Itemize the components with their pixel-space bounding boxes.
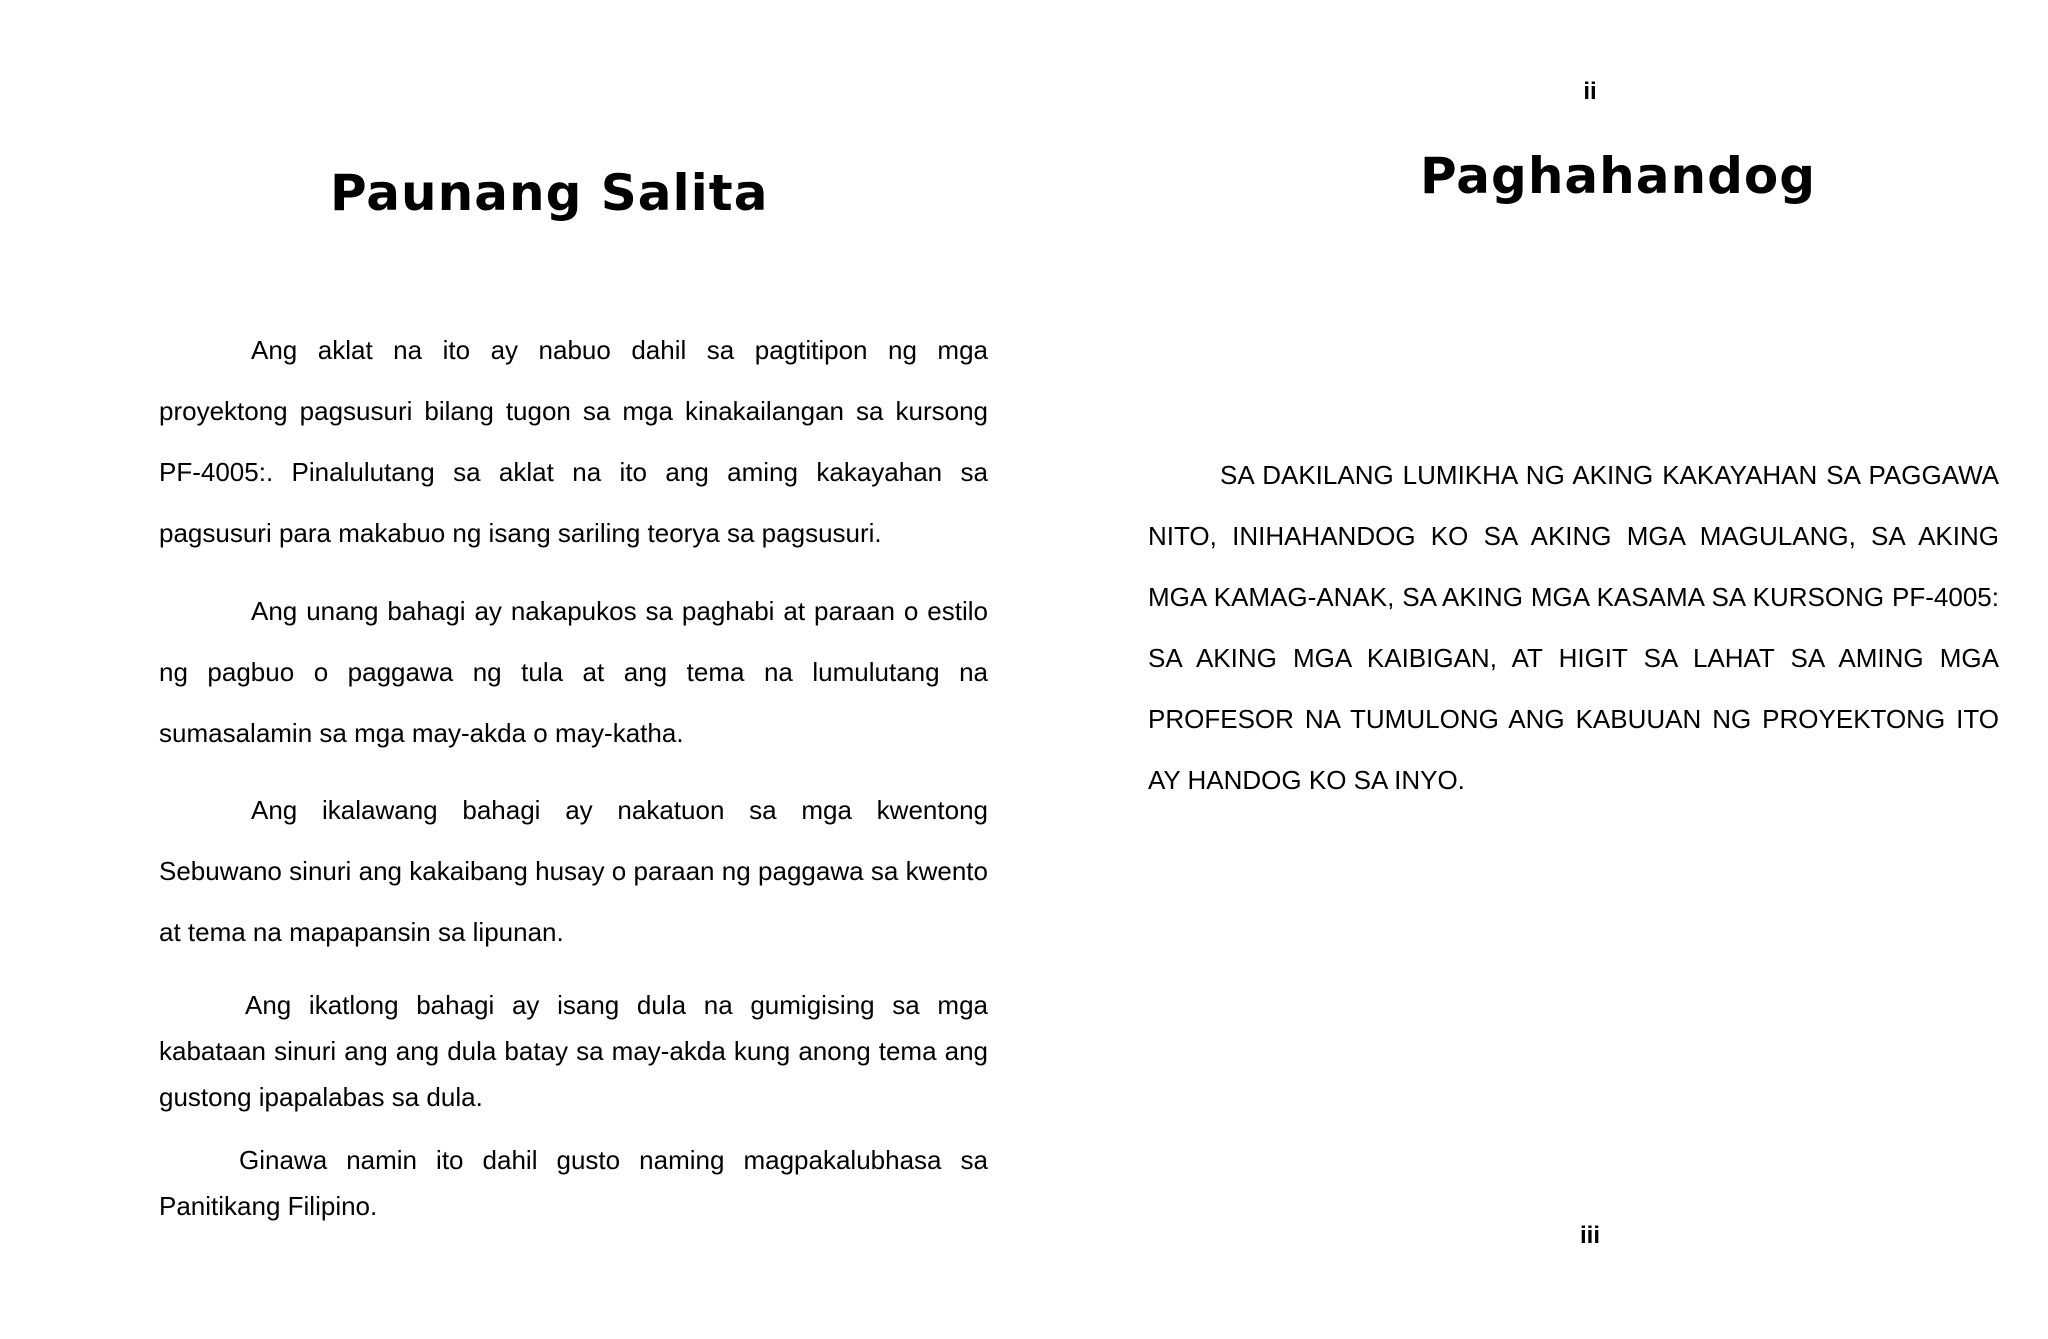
paragraph-3: Ang ikalawang bahagi ay nakatuon sa mga kwentong Sebuwano sinuri ang kakaibang husay o paraan ng paggawa sa kwento at tema na mapapansin sa lipunan. bbox=[159, 795, 988, 947]
paragraph-2: Ang unang bahagi ay nakapukos sa paghabi at paraan o estilo ng pagbuo o paggawa ng tula at ang tema na lumulutang na sumasalamin sa mga may-akda o may-katha. bbox=[159, 596, 988, 748]
page-number-bottom: iii bbox=[1579, 1222, 1600, 1249]
page-number-top: ii bbox=[1583, 78, 1597, 105]
page-title-paghahandog: Paghahandog bbox=[1420, 147, 1817, 205]
paragraph-5: Ginawa namin ito dahil gusto naming magpakalubhasa sa Panitikang Filipino. bbox=[159, 1145, 988, 1221]
page-title-paunang-salita: Paunang Salita bbox=[330, 164, 769, 222]
paragraph-1: Ang aklat na ito ay nabuo dahil sa pagtitipon ng mga proyektong pagsusuri bilang tugon sa mga kinakailangan sa kursong PF-4005:. Pinalulutang sa aklat na ito ang aming kakayahan sa pagsusuri para makabuo ng isang sariling teorya sa pagsusuri. bbox=[159, 335, 988, 548]
right-page bbox=[1024, 0, 2048, 1339]
dedication-text: SA DAKILANG LUMIKHA NG AKING KAKAYAHAN SA PAGGAWA NITO, INIHAHANDOG KO SA AKING MGA MAGULANG, SA AKING MGA KAMAG-ANAK, SA AKING MGA KASAMA SA KURSONG PF-4005: SA AKING MGA KAIBIGAN, AT HIGIT SA LAHAT SA AMING MGA PROFESOR NA TUMULONG ANG KABUUAN NG PROYEKTONG ITO AY HANDOG KO SA INYO. bbox=[1148, 460, 1999, 795]
paragraph-4: Ang ikatlong bahagi ay isang dula na gumigising sa mga kabataan sinuri ang ang dula batay sa may-akda kung anong tema ang gustong ipapalabas sa dula. bbox=[159, 990, 988, 1112]
